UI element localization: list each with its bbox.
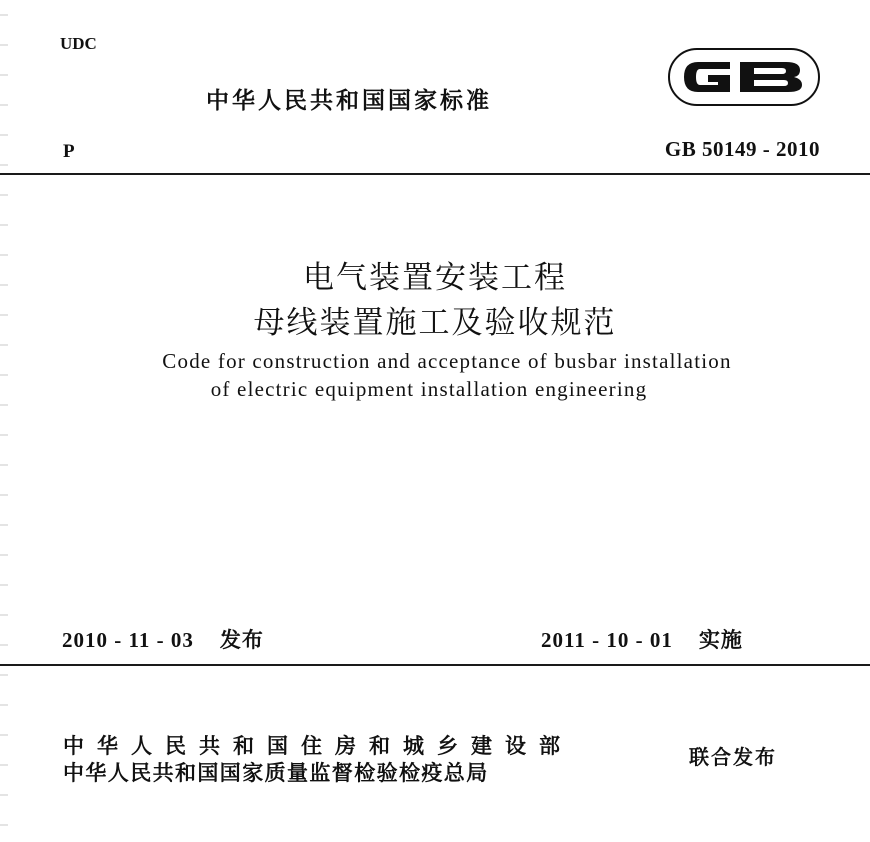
scan-edge [0, 0, 8, 842]
title-en-line2: of electric equipment installation engineering [210, 377, 648, 401]
udc-label: UDC [60, 34, 97, 53]
gb-logo [668, 48, 820, 106]
country-standard-heading: 中华人民共和国国家标准 [206, 88, 492, 114]
issue-date: 2010 - 11 - 03 [62, 628, 194, 652]
title-zh-line2: 母线装置施工及验收规范 [253, 305, 617, 341]
joint-issue-label: 联合发布 [689, 745, 777, 769]
effective-label: 实施 [698, 628, 743, 652]
issuer-ministry: 中华人民共和国住房和城乡建设部 [63, 734, 573, 758]
header-divider [0, 173, 870, 175]
standard-number: GB 50149 - 2010 [664, 137, 820, 161]
effective-date: 2011 - 10 - 01 [541, 628, 673, 652]
effective-date-block [541, 624, 743, 654]
issuer-aqsiq: 中华人民共和国国家质量监督检验检疫总局 [63, 761, 489, 785]
issue-label: 发布 [219, 628, 264, 652]
title-zh-line1: 电气装置安装工程 [303, 260, 567, 296]
classification-code: P [63, 141, 75, 162]
gb-logo-graphic [668, 48, 820, 106]
footer-divider [0, 664, 870, 666]
title-en-line1: Code for construction and acceptance of busbar installation [162, 349, 732, 373]
issue-date-block [62, 624, 264, 654]
